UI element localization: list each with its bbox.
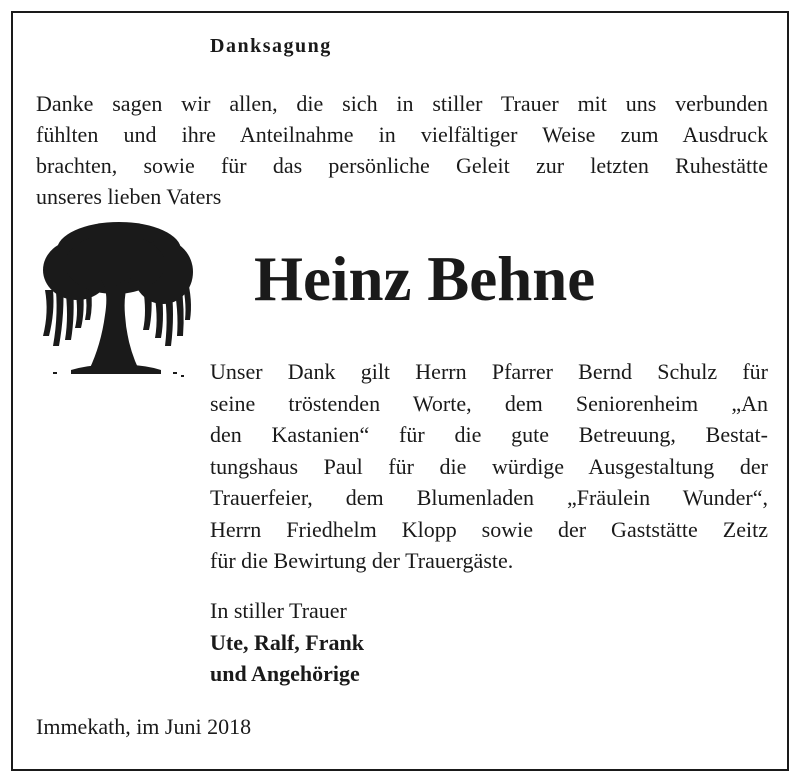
intro-line: fühlten und ihre Anteilnahme in vielfältiger Weise zum Ausdruck xyxy=(36,122,768,147)
thanks-paragraph xyxy=(210,356,768,577)
signature-intro: In stiller Trauer xyxy=(210,598,347,623)
signature-block xyxy=(210,595,364,690)
intro-line: brachten, sowie für das persönliche Geleit zur letzten Ruhestätte xyxy=(36,153,768,178)
signature-names: und Angehörige xyxy=(210,661,360,686)
thanks-line: tungshaus Paul für die würdige Ausgestaltung der xyxy=(210,453,768,479)
thanks-line: Unser Dank gilt Herrn Pfarrer Bernd Schulz für xyxy=(210,359,768,384)
thanks-line: den Kastanien“ für die gute Betreuung, Bestat- xyxy=(210,422,768,447)
notice-heading: Danksagung xyxy=(210,35,332,57)
deceased-name: Heinz Behne xyxy=(254,244,596,314)
thanks-line: seine tröstenden Worte, dem Seniorenheim „An xyxy=(210,390,768,416)
thanks-line: für die Bewirtung der Trauergäste. xyxy=(210,548,514,573)
signature-names: Ute, Ralf, Frank xyxy=(210,629,364,655)
thanks-line: Trauerfeier, dem Blumenladen „Fräulein Wunder“, xyxy=(210,485,768,510)
thanks-line: Herrn Friedhelm Klopp sowie der Gaststätte Zeitz xyxy=(210,516,768,542)
place-date: Immekath, im Juni 2018 xyxy=(36,714,252,739)
obituary-notice xyxy=(11,11,789,771)
intro-paragraph xyxy=(36,88,768,212)
intro-line: unseres lieben Vaters xyxy=(36,184,222,209)
intro-line: Danke sagen wir allen, die sich in stiller Trauer mit uns verbunden xyxy=(36,91,768,116)
weeping-willow-tree-icon xyxy=(35,220,195,390)
